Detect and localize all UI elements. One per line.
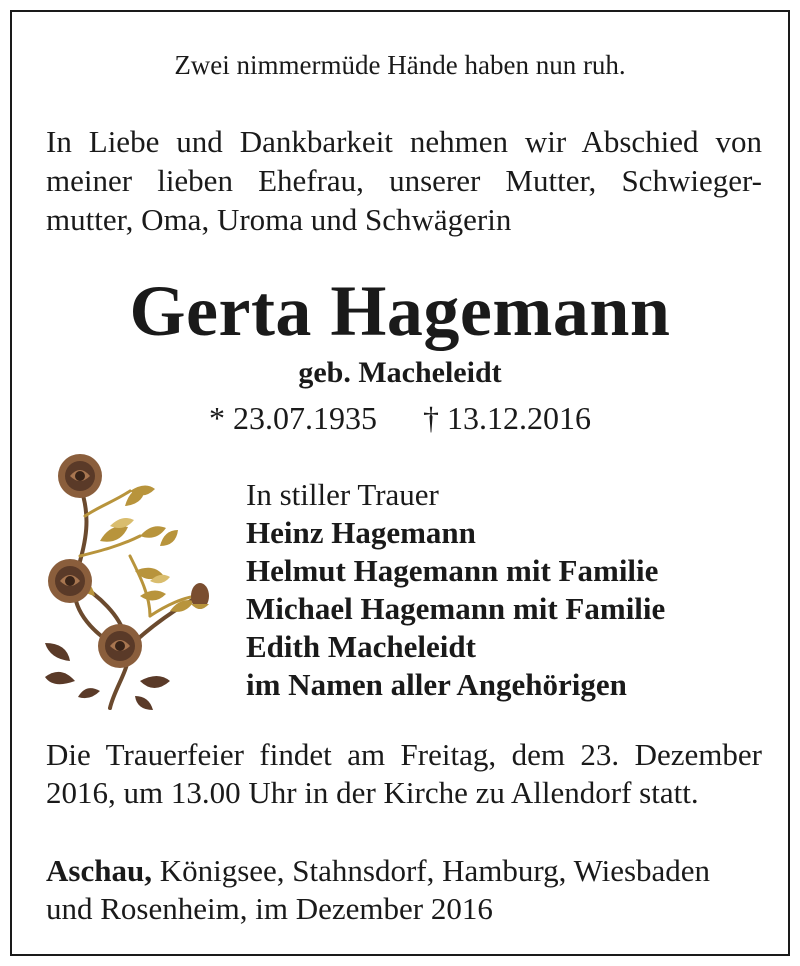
- birth-date: * 23.07.1935: [209, 400, 377, 436]
- service-line: 2016, um 13.00 Uhr in der Kirche zu Allendorf statt.: [46, 775, 699, 810]
- mourner-name: Helmut Hagemann mit Familie: [246, 553, 659, 588]
- intro-line: In Liebe und Dankbarkeit nehmen wir Abschied von: [46, 124, 762, 159]
- mourners-intro: In stiller Trauer: [246, 477, 439, 512]
- place-rest: Königsee, Stahnsdorf, Hamburg, Wiesbaden: [151, 853, 711, 888]
- mourner-name: Michael Hagemann mit Familie: [246, 591, 666, 626]
- mourner-name: Heinz Hagemann: [246, 515, 476, 550]
- motto: Zwei nimmermüde Hände haben nun ruh.: [174, 50, 626, 80]
- intro-line: meiner lieben Ehefrau, unserer Mutter, Schwieger-: [46, 163, 762, 198]
- intro-text: [46, 122, 762, 239]
- death-date: † 13.12.2016: [423, 400, 591, 436]
- places-and-date: [46, 852, 762, 928]
- mourner-name: Edith Macheleidt: [246, 629, 476, 664]
- place-line2: und Rosenheim, im Dezember 2016: [46, 891, 493, 926]
- life-dates: [0, 400, 800, 437]
- service-line: Die Trauerfeier findet am Freitag, dem 23. Dezember: [46, 737, 762, 772]
- deceased-name: Gerta Hagemann: [129, 271, 671, 351]
- maiden-name: geb. Macheleidt: [298, 356, 502, 389]
- place-lead: Aschau,: [46, 853, 152, 888]
- rose-branch-icon: [40, 446, 215, 716]
- service-info: [46, 736, 762, 812]
- mourners-list: [246, 476, 665, 704]
- intro-line: mutter, Oma, Uroma und Schwägerin: [46, 202, 512, 237]
- mourner-name: im Namen aller Angehörigen: [246, 667, 627, 702]
